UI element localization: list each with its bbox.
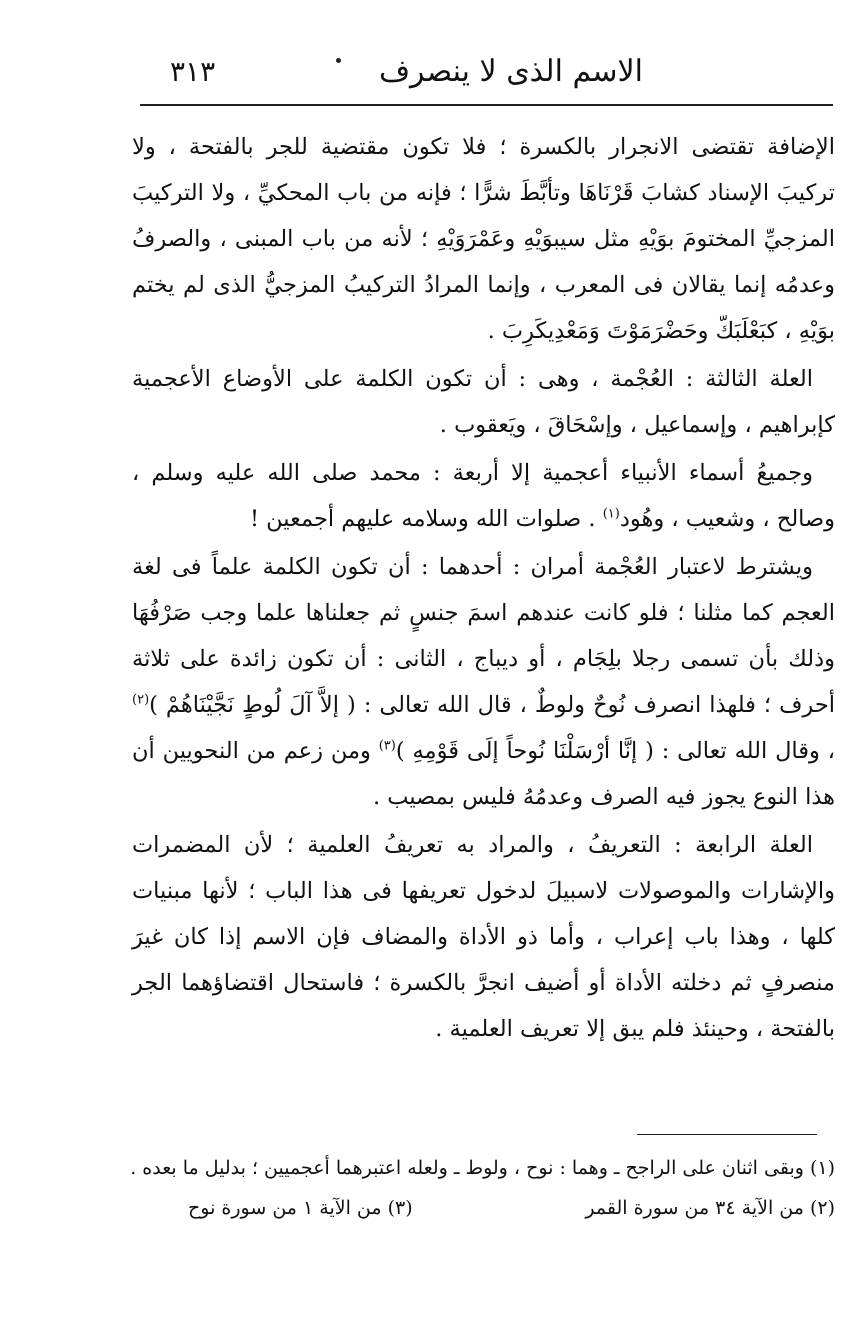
paragraph: العلة الثالثة : العُجْمة ، وهى : أن تكون الكلمة على الأوضاع الأعجمية كإبراهيم ، وإسماعيل ، وإسْحَاقَ ، ويَعقوب .	[132, 366, 835, 438]
header-rule	[140, 104, 833, 106]
paragraph-text: وجميعُ أسماء الأنبياء أعجمية إلا أربعة : محمد صلى الله عليه وسلم ، وصالح ، وشعيب ، وهُود	[132, 460, 835, 532]
footnote-2: (٢) من الآية ٣٤ من سورة القمر	[585, 1197, 835, 1219]
paragraph-text: ، وقال الله تعالى : ( إنَّا أرْسَلْنَا نُوحاً إلَى قَوْمِهِ )	[395, 738, 835, 764]
footnote-1: (١) وبقى اثنان على الراجح ـ وهما : نوح ، ولوط ـ ولعله اعتبرهما أعجميين ؛ بدليل ما بعده .	[130, 1157, 835, 1179]
paragraph-text: ومن زعم من النحويين أن هذا النوع يجوز فيه الصرف وعدمُهُ فليس بمصيب .	[132, 738, 835, 810]
footnote-row	[118, 1188, 835, 1228]
footnote-marker: (٢)	[132, 692, 150, 708]
footnote-3: (٣) من الآية ١ من سورة نوح	[188, 1197, 413, 1219]
paragraph	[132, 544, 835, 820]
footnote-rule	[637, 1134, 817, 1135]
ink-dot	[336, 58, 341, 63]
page-number: ٣١٣	[170, 55, 216, 88]
running-title: الاسم الذى لا ينصرف	[378, 54, 643, 89]
paragraph-text: . صلوات الله وسلامه عليهم أجمعين !	[249, 506, 596, 532]
body-text	[132, 124, 835, 1054]
paragraph	[132, 450, 835, 542]
footnote-marker: (١)	[602, 506, 620, 522]
footnotes	[118, 1148, 835, 1228]
page-header	[140, 52, 833, 98]
footnote-marker: (٣)	[378, 738, 396, 754]
paragraph: الإضافة تقتضى الانجرار بالكسرة ؛ فلا تكون مقتضية للجر بالفتحة ، ولا تركيبَ الإسناد كشابَ قَرْنَاهَا وتأبَّطَ شرًّا ؛ فإنه من باب المحكيِّ ، ولا التركيبَ المزجيِّ المختومَ بوَيْهِ مثل سيبوَيْهِ وعَمْرَوَيْهِ ؛ لأنه من باب المبنى ، والصرفُ وعدمُه إنما يقالان فى المعرب ، وإنما المرادُ التركيبُ المزجيُّ الذى لم يختم بوَيْهِ ، كبَعْلَبَكّ وحَضْرَمَوْتَ وَمَعْدِيكَرِبَ .	[132, 134, 835, 344]
paragraph: العلة الرابعة : التعريفُ ، والمراد به تعريفُ العلمية ؛ لأن المضمرات والإشارات والموصولات لاسبيلَ لدخول تعريفها فى هذا الباب ؛ لأنها مبنيات كلها ، وهذا باب إعراب ، وأما ذو الأداة والمضاف فإن الاسم إذا كان غيرَ منصرفٍ ثم دخلته الأداة أو أضيف انجرَّ بالكسرة ؛ فاستحال اقتضاؤهما الجر بالفتحة ، وحينئذ فلم يبق إلا تعريف العلمية .	[132, 832, 835, 1042]
paragraph-text: ويشترط لاعتبار العُجْمة أمران : أحدهما : أن تكون الكلمة علماً فى لغة العجم كما مثلنا ؛ فلو كانت عندهم اسمَ جنسٍ ثم جعلناها علما وجب صَرْفُهَا وذلك بأن تسمى رجلا بلِجَام ، أو ديباج ، الثانى : أن تكون زائدة على ثلاثة أحرف ؛ فلهذا انصرف نُوحٌ ولوطٌ ، قال الله تعالى : ( إلاَّ آلَ لُوطٍ نَجَّيْنَاهُمْ )	[132, 554, 835, 718]
